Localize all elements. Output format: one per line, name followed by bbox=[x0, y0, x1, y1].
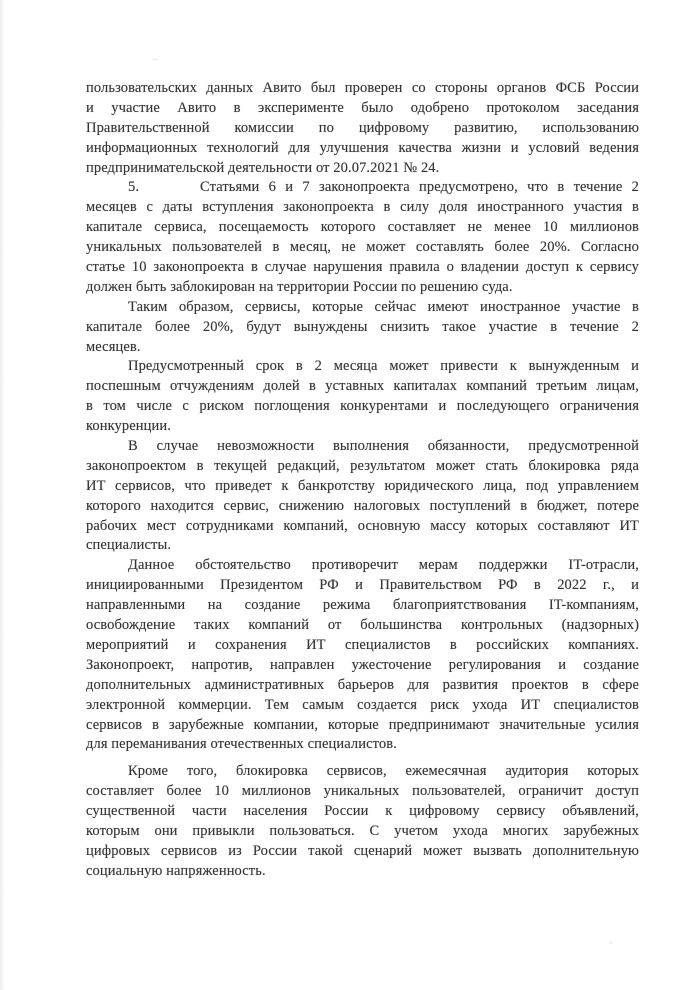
text-line: существенной части населения России к цифровому сервису объявлений, bbox=[86, 803, 639, 820]
text-line: месяцев. bbox=[86, 338, 141, 355]
text-line: капитале сервиса, посещаемость которого составляет не менее 10 миллионов bbox=[86, 219, 639, 236]
text-line: Законопроект, напротив, направлен ужесточение регулирования и создание bbox=[86, 656, 639, 673]
text-line: предпринимательской деятельности от 20.07.2021 № 24. bbox=[86, 159, 440, 176]
text-line: должен быть заблокирован на территории России по решению суда. bbox=[86, 278, 513, 295]
text-line: сервисов в зарубежные компании, которые предпринимают значительные усилия bbox=[86, 716, 639, 733]
paragraph bbox=[86, 762, 639, 881]
text-line: Таким образом, сервисы, которые сейчас имеют иностранное участие в bbox=[128, 298, 639, 315]
text-line: освобождение таких компаний от большинства контрольных (надзорных) bbox=[86, 617, 639, 634]
paragraph bbox=[86, 178, 639, 297]
text-line: специалисты. bbox=[86, 537, 172, 554]
scan-artifact bbox=[609, 941, 613, 944]
text-line: ИТ сервисов, что приведет к банкротству юридического лица, под управлением bbox=[86, 477, 639, 494]
text-line: инициированными Президентом РФ и Правительством РФ в 2022 г., и bbox=[86, 577, 639, 594]
text-line: и участие Авито в эксперименте было одобрено протоколом заседания bbox=[86, 99, 639, 116]
text-line: Правительственной комиссии по цифровому развитию, использованию bbox=[86, 119, 639, 136]
list-item-number: 5. bbox=[128, 179, 140, 196]
text-line: мероприятий и сохранения ИТ специалистов в российских компаниях. bbox=[86, 636, 639, 653]
document-body bbox=[86, 79, 639, 882]
text-line: составляет более 10 миллионов уникальных пользователей, ограничит доступ bbox=[86, 783, 639, 800]
scan-artifact bbox=[152, 58, 158, 61]
paragraph bbox=[86, 79, 639, 178]
text-line: направленными на создание режима благоприятствования IT-компаниям, bbox=[86, 597, 639, 614]
text-line: в том числе с риском поглощения конкурентами и последующего ограничения bbox=[86, 398, 639, 415]
text-line: которым они привыкли пользоваться. С учетом ухода многих зарубежных bbox=[86, 822, 639, 839]
text-line: информационных технологий для улучшения качества жизни и условий ведения bbox=[86, 139, 639, 156]
text-line: цифровых сервисов из России такой сценарий может вызвать дополнительную bbox=[86, 842, 639, 859]
text-line: для переманивания отечественных специалистов. bbox=[86, 736, 397, 753]
text-line: рабочих мест сотрудниками компаний, основную массу которых составляют ИТ bbox=[86, 517, 639, 534]
text-line: статье 10 законопроекта в случае нарушения правила о владении доступ к сервису bbox=[86, 259, 639, 276]
paragraph bbox=[86, 556, 639, 755]
text-line: пользовательских данных Авито был проверен со стороны органов ФСБ России bbox=[86, 80, 639, 96]
text-line: электронной коммерции. Тем самым создается риск ухода ИТ специалистов bbox=[86, 696, 639, 713]
text-line: В случае невозможности выполнения обязанности, предусмотренной bbox=[128, 438, 639, 455]
text-line: месяцев с даты вступления законопроекта в силу доля иностранного участия в bbox=[86, 199, 639, 216]
text-line: конкуренции. bbox=[86, 418, 171, 435]
paragraph bbox=[86, 437, 639, 556]
text-line: Кроме того, блокировка сервисов, ежемесячная аудитория которых bbox=[128, 763, 639, 780]
paragraph bbox=[86, 298, 639, 358]
text-line: Предусмотренный срок в 2 месяца может привести к вынужденным и bbox=[128, 358, 639, 375]
text-line: законопроектом в текущей редакций, результатом может стать блокировка ряда bbox=[86, 457, 639, 474]
text-line: социальную напряженность. bbox=[86, 862, 266, 879]
text-line: дополнительных административных барьеров для развития проектов в сфере bbox=[86, 676, 639, 693]
text-line: поспешным отчуждениям долей в уставных капиталах компаний третьим лицам, bbox=[86, 378, 639, 395]
text-line: которого находится сервис, снижению налоговых поступлений в бюджет, потере bbox=[86, 497, 639, 514]
text-line: 5. Статьями 6 и 7 законопроекта предусмотрено, что в течение 2 bbox=[86, 178, 639, 198]
scan-edge-shadow bbox=[0, 0, 5, 990]
paragraph bbox=[86, 357, 639, 437]
text-line: капитале более 20%, будут вынуждены снизить такое участие в течение 2 bbox=[86, 318, 639, 335]
text-line: уникальных пользователей в месяц, не может составлять более 20%. Согласно bbox=[86, 239, 639, 256]
text-line: Данное обстоятельство противоречит мерам поддержки IT-отрасли, bbox=[128, 557, 639, 574]
